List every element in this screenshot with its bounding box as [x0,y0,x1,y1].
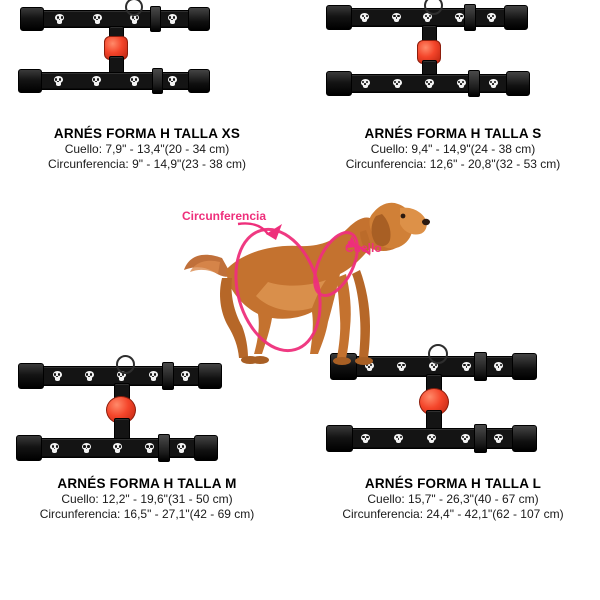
skull-icon [361,79,370,89]
product-title: ARNÉS FORMA H TALLA S [364,126,542,141]
neck-measure: Cuello: 12,2" - 19,6"(31 - 50 cm) [61,492,233,506]
skull-icon [168,76,177,86]
skull-icon [394,434,403,444]
dog-diagram [160,178,440,408]
strap-adjuster [152,68,163,94]
skull-icon [487,13,496,23]
buckle-clip [512,425,537,452]
neck-measure: Cuello: 9,4" - 14,9"(24 - 38 cm) [370,142,536,156]
skull-icon [168,14,177,24]
skull-icon [92,76,101,86]
skull-icon [130,76,139,86]
skull-icon [462,362,471,372]
girth-strap [348,74,510,93]
skull-icon [360,13,369,23]
caption-xs [2,126,292,172]
strap-adjuster [150,6,161,32]
buckle-clip [18,363,44,389]
skull-icon [82,443,91,453]
skull-icon [113,443,122,453]
product-title: ARNÉS FORMA H TALLA XS [53,126,241,141]
caption-l [308,476,598,522]
buckle-clip [188,69,210,93]
buckle-clip [16,435,42,461]
strap-adjuster [474,352,487,381]
girth-strap [348,428,516,449]
skull-icon [455,13,464,23]
product-block-s [308,2,598,172]
skull-icon [55,14,64,24]
skull-icon [392,13,401,23]
girth-annotation-label: Circunferencia [182,209,267,223]
buckle-clip [194,435,218,461]
neck-measure: Cuello: 7,9" - 13,4"(20 - 34 cm) [64,142,230,156]
skull-icon [145,443,154,453]
buckle-clip [326,71,352,96]
buckle-clip [512,353,537,380]
product-block-xs [2,2,292,172]
girth-measure: Circunferencia: 24,4" - 42,1"(62 - 107 cm) [342,507,564,521]
skull-icon [393,79,402,89]
skull-icon [494,434,503,444]
strap-adjuster [474,424,487,453]
neck-measure: Cuello: 15,7" - 26,3"(40 - 67 cm) [367,492,539,506]
buckle-clip [326,5,352,30]
skull-icon [85,371,94,381]
harness-illustration-xs [12,2,282,122]
skull-icon [494,362,503,372]
harness-illustration-s [318,2,588,122]
buckle-clip [188,7,210,31]
buckle-clip [18,69,42,93]
buckle-clip [506,71,530,96]
girth-strap [38,438,198,458]
buckle-clip [326,425,353,452]
buckle-clip [504,5,528,30]
skull-icon [50,443,59,453]
caption-s [308,126,598,172]
d-ring [116,355,135,374]
girth-measure: Circunferencia: 16,5" - 27,1"(42 - 69 cm) [39,507,255,521]
strap-adjuster [158,434,170,462]
product-title: ARNÉS FORMA H TALLA M [57,476,237,491]
skull-icon [149,371,158,381]
buckle-clip [20,7,44,31]
caption-m [2,476,292,522]
skull-icon [427,434,436,444]
girth-measure: Circunferencia: 9" - 14,9"(23 - 38 cm) [48,157,246,171]
skull-icon [53,371,62,381]
strap-adjuster [468,70,480,97]
neck-annotation-label: Cuello [345,241,382,255]
skull-icon [361,434,370,444]
product-title: ARNÉS FORMA H TALLA L [364,476,542,491]
girth-strap [38,72,192,90]
strap-adjuster [464,4,476,31]
girth-measure: Circunferencia: 12,6" - 20,8"(32 - 53 cm) [345,157,561,171]
skull-icon [457,79,466,89]
skull-icon [54,76,63,86]
skull-icon [425,79,434,89]
skull-icon [177,443,186,453]
skull-icon [489,79,498,89]
skull-icon [461,434,470,444]
skull-icon [93,14,102,24]
